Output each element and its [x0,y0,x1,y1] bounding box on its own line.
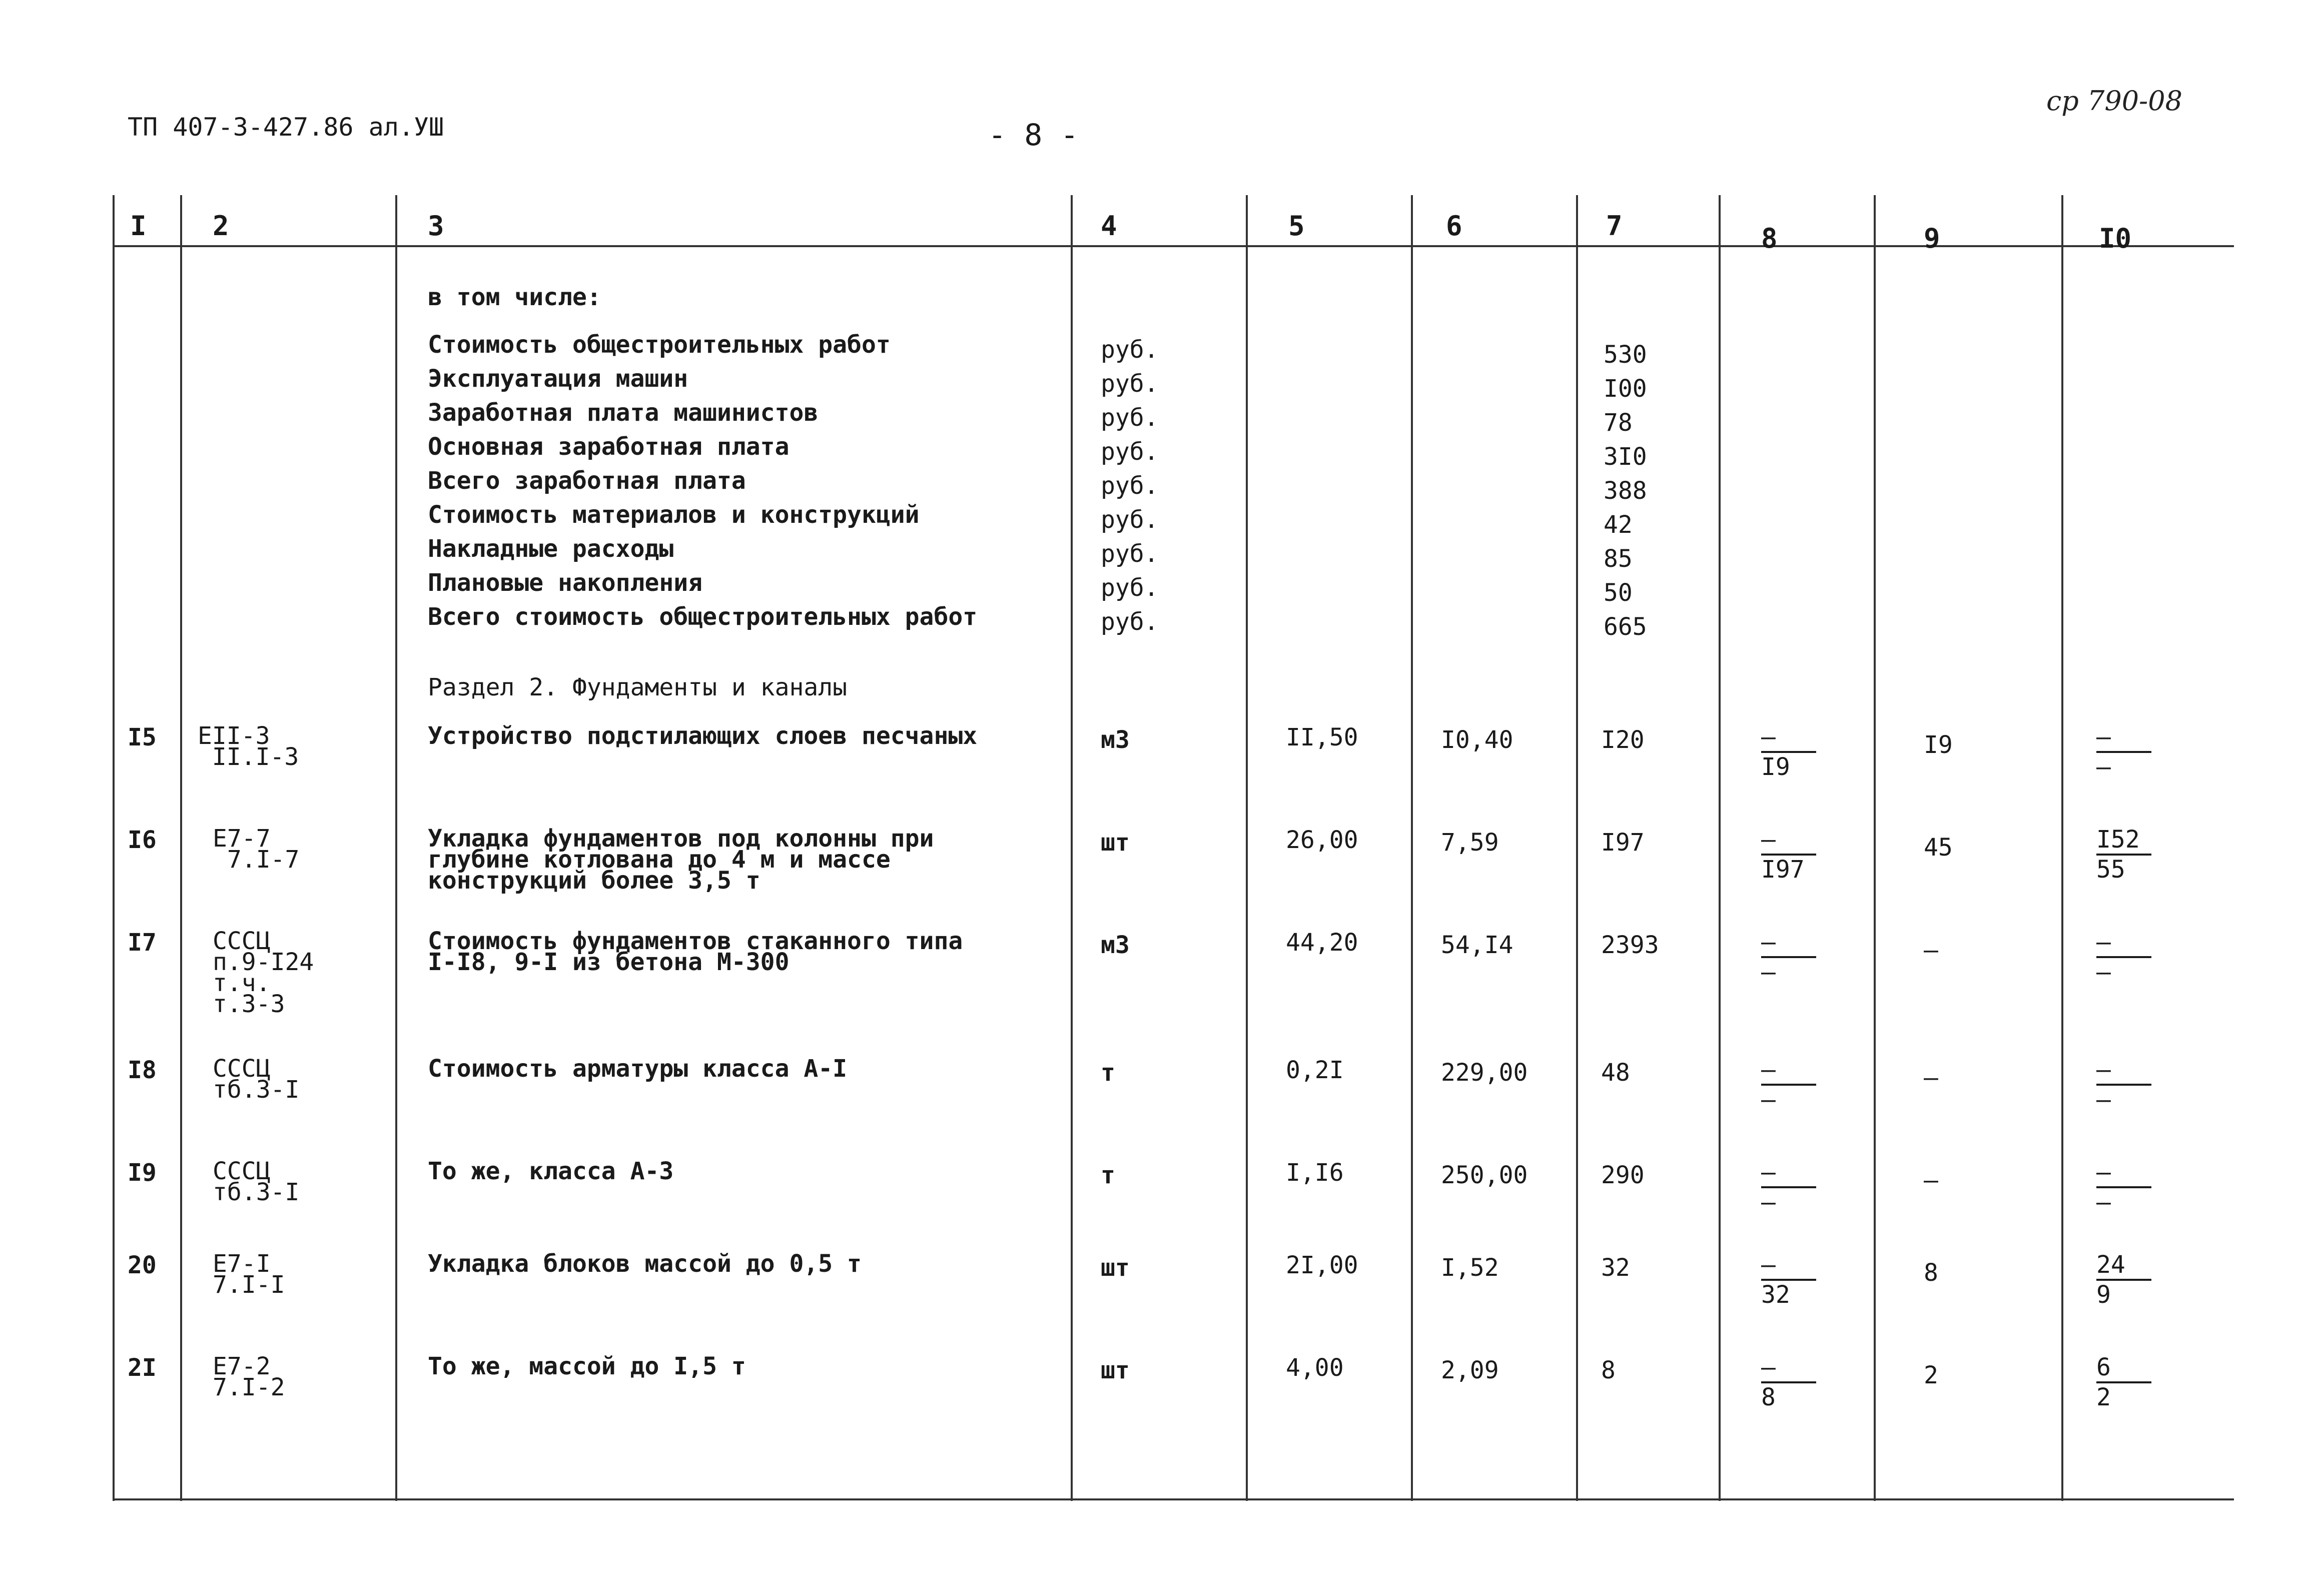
subsection-item-unit: руб. [1101,540,1159,568]
page-number: - 8 - [988,118,1079,153]
row-col10-fraction [2096,1056,2151,1114]
row-col10-fraction-denominator: 9 [2096,1281,2111,1309]
row-unit: шт [1101,829,1130,857]
row-number: I9 [128,1159,157,1187]
subsection-item-unit: руб. [1101,608,1159,636]
column-number: 4 [1101,210,1117,242]
row-col10-fraction-numerator: – [2096,723,2151,753]
subsection-item-value: 85 [1604,545,1633,573]
row-unit-price: 7,59 [1441,829,1499,857]
column-divider [1576,195,1578,1501]
row-description: Устройство подстилающих слоев песчаных [428,722,978,750]
row-col10-fraction-numerator: 24 [2096,1251,2151,1281]
row-quantity: 26,00 [1286,826,1358,854]
column-number: I [130,210,147,242]
subsection-item-unit: руб. [1101,404,1159,432]
row-code: Е7-I 7.I-I [213,1250,285,1299]
row-col9: – [1924,936,1938,964]
row-col10-fraction-denominator: 2 [2096,1383,2111,1411]
row-unit: м3 [1101,931,1130,959]
row-unit: шт [1101,1356,1130,1384]
row-quantity: I,I6 [1286,1159,1344,1187]
subsection-item-name: Заработная плата машинистов [428,399,819,427]
row-total: I20 [1601,726,1645,754]
row-description: То же, массой до I,5 т [428,1352,746,1380]
row-col8-fraction-denominator: – [1761,958,1776,986]
row-unit-price: 2,09 [1441,1356,1499,1384]
row-col8-fraction [1761,826,1816,884]
row-col8-fraction-denominator: I97 [1761,856,1805,884]
row-col10-fraction [2096,1353,2151,1411]
subsection-item-value: 3I0 [1604,443,1647,471]
column-divider [1071,195,1073,1501]
subsection-item-name: Плановые накопления [428,569,703,597]
row-number: I8 [128,1056,157,1084]
row-col10-fraction-numerator: – [2096,928,2151,958]
row-col8-fraction-numerator: – [1761,1251,1816,1281]
row-unit-price: I0,40 [1441,726,1513,754]
row-quantity: 0,2I [1286,1056,1344,1084]
row-col10-fraction-numerator: I52 [2096,826,2151,856]
row-col8-fraction [1761,1056,1816,1114]
column-number: 5 [1288,210,1305,242]
subsection-item-name: Стоимость общестроительных работ [428,331,891,359]
row-code: Е7-7 7.I-7 [213,825,300,874]
column-number: 9 [1924,223,1940,254]
subsection-item-unit: руб. [1101,574,1159,602]
row-total: 32 [1601,1254,1630,1282]
row-description: Стоимость фундаментов стаканного типа I-I8, 9-I из бетона М-300 [428,927,963,976]
row-col9: – [1924,1166,1938,1194]
row-code: Е7-2 7.I-2 [213,1352,285,1401]
subsection-item-unit: руб. [1101,370,1159,398]
row-col10-fraction-denominator: – [2096,1086,2111,1114]
header-rule [113,245,2234,247]
column-number: 2 [213,210,229,242]
row-col10-fraction-numerator: – [2096,1056,2151,1086]
row-description: Укладка блоков массой до 0,5 т [428,1250,862,1278]
row-col10-fraction-numerator: — [2096,1158,2151,1188]
row-col10-fraction-denominator: 55 [2096,856,2125,884]
row-unit-price: I,52 [1441,1254,1499,1282]
row-col8-fraction-denominator: – [1761,1086,1776,1114]
subsection-item-unit: руб. [1101,438,1159,466]
row-quantity: II,50 [1286,723,1358,751]
document-id: ТП 407-3-427.86 ал.УШ [128,113,444,142]
subsection-item-unit: руб. [1101,336,1159,364]
row-col10-fraction-denominator: – [2096,958,2111,986]
row-col9: 8 [1924,1259,1938,1287]
row-total: 48 [1601,1059,1630,1087]
row-number: I6 [128,826,157,854]
row-number: 2I [128,1354,157,1382]
row-description: Укладка фундаментов под колонны при глубине котлована до 4 м и массе конструкций более 3,5 т [428,825,934,895]
column-divider [113,195,115,1501]
row-code: СССЦ тб.3-I [213,1055,300,1104]
row-unit: т [1101,1161,1115,1189]
subsection-item-unit: руб. [1101,506,1159,534]
subsection-item-unit: руб. [1101,472,1159,500]
subsection-item-name: Всего стоимость общестроительных работ [428,603,978,631]
column-divider [395,195,397,1501]
row-number: I7 [128,929,157,957]
subsection-item-value: 78 [1604,409,1633,437]
column-divider [1411,195,1413,1501]
row-col8-fraction [1761,928,1816,986]
column-divider [1246,195,1248,1501]
row-total: I97 [1601,829,1645,857]
row-col9: 2 [1924,1361,1938,1389]
column-divider [1719,195,1721,1501]
row-col8-fraction [1761,723,1816,781]
row-description: То же, класса А-3 [428,1157,674,1185]
row-unit-price: 229,00 [1441,1059,1528,1087]
subsection-title: в том числе: [428,283,601,311]
row-code: ЕII-3 II.I-3 [198,722,299,771]
subsection-item-value: 665 [1604,613,1647,641]
row-col8-fraction-denominator: 32 [1761,1281,1790,1309]
row-description: Стоимость арматуры класса А-I [428,1055,848,1083]
row-col9: 45 [1924,834,1953,862]
subsection-item-name: Всего заработная плата [428,467,746,495]
row-code: СССЦ тб.3-I [213,1157,300,1206]
row-unit: м3 [1101,726,1130,754]
subsection-item-name: Стоимость материалов и конструкций [428,501,920,529]
column-divider [2061,195,2063,1501]
column-divider [180,195,182,1501]
row-col8-fraction-numerator: – [1761,1158,1816,1188]
subsection-item-value: 530 [1604,341,1647,369]
subsection-item-name: Эксплуатация машин [428,365,688,393]
row-col8-fraction-denominator: I9 [1761,753,1790,781]
row-col8-fraction-denominator: 8 [1761,1383,1776,1411]
row-col8-fraction-numerator: – [1761,928,1816,958]
column-number: 3 [428,210,444,242]
section-title: Раздел 2. Фундаменты и каналы [428,673,848,701]
row-col8-fraction-numerator: – [1761,1056,1816,1086]
row-col9: – [1924,1064,1938,1092]
handwritten-stamp: ср 790-08 [2046,85,2183,117]
row-col10-fraction-denominator: – [2096,753,2111,781]
row-number: I5 [128,723,157,751]
subsection-item-name: Накладные расходы [428,535,674,563]
row-unit-price: 54,I4 [1441,931,1513,959]
subsection-item-value: I00 [1604,375,1647,403]
row-col10-fraction-denominator: – [2096,1188,2111,1216]
subsection-item-name: Основная заработная плата [428,433,790,461]
row-col8-fraction-denominator: – [1761,1188,1776,1216]
row-col8-fraction-numerator: – [1761,1353,1816,1383]
column-number: I0 [2099,223,2132,254]
row-col8-fraction [1761,1353,1816,1411]
row-total: 8 [1601,1356,1616,1384]
row-quantity: 4,00 [1286,1354,1344,1382]
column-number: 7 [1606,210,1623,242]
bottom-rule [113,1498,2234,1500]
row-col10-fraction [2096,826,2151,884]
row-unit: т [1101,1059,1115,1087]
row-col10-fraction [2096,928,2151,986]
subsection-item-value: 50 [1604,579,1633,607]
row-total: 2393 [1601,931,1659,959]
column-divider [1874,195,1876,1501]
row-quantity: 44,20 [1286,929,1358,957]
row-col8-fraction-numerator: – [1761,826,1816,856]
row-col8-fraction [1761,1251,1816,1309]
row-col8-fraction [1761,1158,1816,1216]
row-col10-fraction [2096,1158,2151,1216]
subsection-item-value: 388 [1604,477,1647,505]
column-number: 6 [1446,210,1462,242]
row-col9: I9 [1924,731,1953,759]
row-col8-fraction-numerator: – [1761,723,1816,753]
row-col10-fraction [2096,723,2151,781]
subsection-item-value: 42 [1604,511,1633,539]
row-quantity: 2I,00 [1286,1251,1358,1279]
row-number: 20 [128,1251,157,1279]
row-unit: шт [1101,1254,1130,1282]
row-col10-fraction-numerator: 6 [2096,1353,2151,1383]
row-unit-price: 250,00 [1441,1161,1528,1189]
row-total: 290 [1601,1161,1645,1189]
row-col10-fraction [2096,1251,2151,1309]
column-number: 8 [1761,223,1778,254]
row-code: СССЦ п.9-I24 т.ч. т.3-3 [213,927,314,1018]
